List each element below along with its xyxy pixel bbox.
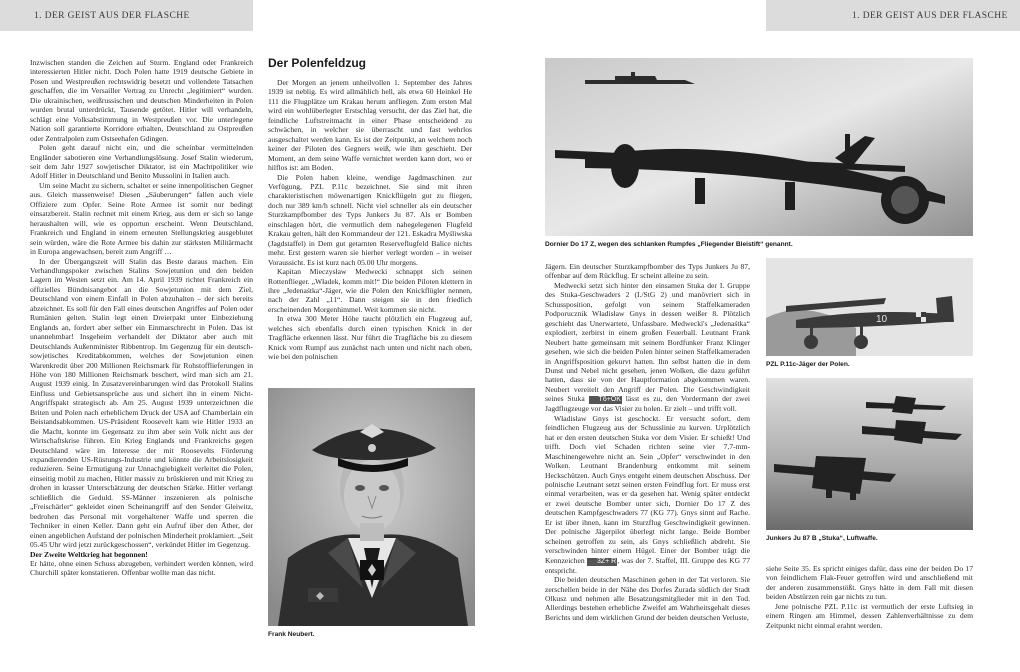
section-heading: Der Polenfeldzug: [268, 56, 367, 70]
stuka-illustration: [766, 378, 973, 530]
right-header-title: 1. DER GEIST AUS DER FLASCHE: [852, 11, 1008, 21]
paragraph: Jene polnische PZL P.11c ist vermutlich der erste Luftsieg in einem Ringen am Himmel, dessen Zahlenverhältnisse zu dem Zeitpunkt nicht einmal erahnt werden.: [766, 601, 973, 630]
paragraph: Kapitan Mieczysław Medwecki schnappt sich seinen Rottenflieger. „Władek, komm mit!“ Die beiden Piloten klettern in ihre „Jedenaśtka“-Jäger, wie die Polen den Knickflügler nennen, nach der Zahl „11“. Dann steigen sie in den friedlich erscheinenden Morgenhimmel. Weit kommen sie nicht.: [268, 267, 472, 314]
dornier-photo: [545, 58, 973, 236]
pzl-caption: PZL P.11c-Jäger der Polen.: [766, 361, 850, 368]
paragraph-bold: Der Zweite Weltkrieg hat begonnen!: [30, 549, 148, 559]
left-page-header: [0, 0, 253, 31]
right-text-column: [766, 564, 973, 630]
paragraph: In der Übergangszeit will Stalin das Beste daraus machen. Ein Verhandlungspoker zwischen Stalins Sowjetunion und den beiden Lagern im Westen setzt ein. Am 14. April 1939 richtet Frankreich ein offizielles Bündnisangebot an die Sowjetunion mit dem Ziel, Deutschland von einem Einfall in Polen abzuhalten – der sich bereits abzeichnet. Es soll für den Fall eines deutschen Angriffes auf Polen oder Rumänien gelten. Stalin legt einen Dreierpakt unter Einbeziehung Englands an, fordert aber selber ein Einmarschrecht in Polen. Das ist unannehmbar! Insgeheim verhandelt der Diktator aber auch mit Deutschlands Außenminister Ribbentrop. Im Gegenzug für ein deutsch-sowjetisches Kreditabkommen, welches der Sowjetunion einen Warenkredit über 200 Millionen Reichsmark für Rohstofflieferungen in Höhe von 180 Millionen Reichsmark beschert, wird man sich am 21. August 1939 einig. In Zusatzvereinbarungen wird das Protokoll Stalins Einfluss und Gebietsansprüche aus und sichert ihn in einem Nicht-Angriffspakt strategisch ab. Am 25. August 1939 unterzeichnen die Briten und Polen nach erheblichem Druck der USA auf Chamberlain ein Beistandsabkommen. US-Präsident Roosevelt kam wie Hitler 1933 an die Macht, konnte im Gegensatz zu ihm aber sein Volk nicht aus der Wirtschaftskrise führen. Ein Krieg Englands und Frankreichs gegen Deutschland wäre im Interesse der mit Roosevelts Förderung expandierenden US-Rüstungs-Industrie und könnte die Arbeitslosigkeit reduzieren. Seine Ermutigung zur Unnachgiebigkeit verleitet die Polen, einseitig mobil zu machen, Hitler massiv zu brüskieren und mit Krieg zu drohen in krasser Unterschätzung der deutschen Stärke. Hitler verlangt schließlich die Geduld. SS-Männer inszenieren als polnische „Freischärler“ gekleidet einen Scheinangriff auf den Sender Gleiwitz, bedrohen das Personal mit vorgehaltener Waffe und sperren die Techniker in einen Keller. Dann geht ein Aufruf über den Äther, der einen angeblichen Aufstand der polnischen Minderheit proklamiert. „Seit 05.45 Uhr wird jetzt zurückgeschossen“, verkündet Hitler im Gegenzug.: [30, 256, 253, 550]
paragraph: Jägern. Ein deutscher Sturzkampfbomber des Typs Junkers Ju 87, offenbar auf dem Rückflug. Er scheint alleine zu sein.: [545, 262, 750, 281]
dornier-illustration: [545, 58, 973, 236]
paragraph: Inzwischen standen die Zeichen auf Sturm. England oder Frankreich interessierten Hitler nicht. Doch Polen hatte 1919 deutsche Gebiete in Posen und Westpreußen rechtswidrig besetzt und vollendete Tatsachen geschaffen, die im Versailler Vertrag zu Unrecht „legitimiert“ wurden. Die ukrainischen, weißrussischen und deutschen Minderheiten in Polen wurden brutal unterdrückt, Tausende getötet. Hitler will verhandeln, schlägt eine Volksabstimmung in Westpreußen vor. Die unterlegene Nation soll garantierte Korridore erhalten, Deutschland zu Ostpreußen oder Zentralpolen zum Ostseehafen Gdingen.: [30, 58, 253, 143]
stuka-photo: [766, 378, 973, 530]
middle-text-column: [268, 78, 472, 362]
portrait-caption: Frank Neubert.: [268, 631, 315, 638]
portrait-illustration: [268, 388, 475, 626]
left-header-title: 1. DER GEIST AUS DER FLASCHE: [34, 11, 190, 21]
aircraft-code-badge: 3Z+ R: [587, 558, 617, 566]
portrait-photo: [268, 388, 475, 626]
third-text-column: [545, 262, 750, 622]
paragraph: siehe Seite 35. Es spricht einiges dafür, dass eine der beiden Do 17 von feindlichem Flak-Feuer getroffen wird und anschließend mit der anderen zusammenstößt. Gnys hätte in dem Fall mit diesen beiden Abstürzen rein gar nichts zu tun.: [766, 564, 973, 602]
pzl-photo: [766, 258, 973, 356]
paragraph: Medwecki setzt sich hinter den einsamen Stuka der I. Gruppe des Stuka-Geschwaders 2 (I./StG 2) und manövriert sich in Schussposition, gefolgt von seinem Staffelkameraden Podporucznik Władisław Gnys in dessen weißer 8. Plötzlich geschieht das Unerwartete, Unfassbare. Medwecki's „Jedenaśtka“ explodiert, zerbirst in einem großen Feuerball. Leutnant Frank Neubert hatte gemeinsam mit seinem Bordfunker Franz Klinger gesehen, wie sich die beiden Polen hinter seinen Staffelkameraden in Angriffsposition gekurvt hatten. Ihn selbst hatten die in dem Dunst und Nebel nicht gesehen, jenen Wolken, die dazu geführt hatten, dass sie von der Hauptformation abgekommen waren. Neubert vereitelt den Angriff der Polen. Die Geschwindigkeit seines Stuka T6+OK lässt es zu, den Vordermann der zwei Jagdflugzeuge vor das Visier zu holen. Er zielt – und trifft voll.: [545, 280, 750, 414]
paragraph: Polen geht darauf nicht ein, und die scheinbar vermittelnden Engländer sabotieren eine Verhandlungslösung. Josef Stalin wiederum, seit dem Jahr 1927 sowjetischer Diktator, ist ein Machtpolitiker wie Adolf Hitler in Deutschland und Benito Mussolini in Italien auch.: [30, 143, 253, 181]
paragraph: Er hätte, ohne einen Schuss abzugeben, verhindert werden können, wird Churchill später konstatieren. Offenbar wollte man das nicht.: [30, 559, 253, 578]
paragraph: Władisław Gnys ist geschockt. Er versucht sofort, dem feindlichen Flugzeug aus der Schusslinie zu kurven. Urplötzlich hat er den ersten deutschen Stuka vor dem Visier. Er schießt! Und trifft. Doch viel Schaden richten seine vier 7,7-mm-Maschinengewehre nicht an. Sein „Opfer“ verschwindet in den Wolken. Leutnant Brandenburg entkommt mit seinem Heckschützen. Auch Gnys entgeht einem deutschen Abschuss. Der polnische Leutnant setzt seinen ersten Feindflug fort. Er muss erst einmal verarbeiten, was er da gesehen hat. Wenig später entdeckt er zwei deutsche Bomber unter sich, Dornier Do 17 Z des deutschen Kampfgeschwaders 77 (KG 77). Gnys sinnt auf Rache. Er ist über ihnen, kann im Sturzflug Geschwindigkeit gewinnen. Der polnische Jägerpilot überlegt nicht lange. Beide Bomber scheinen getroffen zu sein, als Gnys schließlich abdreht. Sie verschwinden hinter einem Hügel. Einer der Bomber trägt die Kennzeichen 3Z+ R, was der 7. Staffel, III. Gruppe des KG 77 entspricht.: [545, 413, 750, 575]
paragraph: Die beiden deutschen Maschinen gehen in der Tat verloren. Sie zerschellen beide in der Nähe des Dorfes Żurada südlich der Stadt Olkusz und nehmen alle Besatzungsmitglieder mit in den Tod. Allerdings bestehen erhebliche Zweifel am Wahrheitsgehalt dieses Berichts und dem wirklichen Grund der beiden deutschen Verluste,: [545, 575, 750, 622]
paragraph: Die Polen haben kleine, wendige Jagdmaschinen zur Verfügung, PZL P.11c bezeichnet. Sie sind mit ihren charakteristischen möwenartigen Knickflügeln gut zu fliegen, doch nur 389 km/h schnell. Nicht viel schneller als ein deutscher Sturzkampfbomber des Typs Junkers Ju 87. Als er Bomben einschlagen hört, die vermutlich dem nahegelegenen Flugfeld Krakau gelten, hält den Kommandeur der 121. Eskadra Myśliwska (Jagdstaffel) in Dem gut getarnten Reserveflugfeld Balice nichts mehr. Erst gestern waren sie hierher verlegt worden – in weiser Voraussicht. Es ist kurz nach 05.00 Uhr morgens.: [268, 172, 472, 267]
stuka-caption: Junkers Ju 87 B „Stuka“, Luftwaffe.: [766, 535, 878, 542]
paragraph: Der Morgen an jenem unheilvollen 1. September des Jahres 1939 ist neblig. Es wird allmählich hell, als etwa 60 Heinkel He 111 die Flugplätze um Krakau herum anfliegen. Zum ersten Mal wird ein wohlüberlegter Erstschlag versucht, der das Ziel hat, die feindliche Luftstreitmacht in einer Phase entscheidend zu schwächen, in welcher sie überrascht und fast wehrlos ausgeschaltet werden kann. Es ist der Zeitpunkt, an welchem noch keiner der Piloten des Gegners weiß, wie ihm geschieht. Der Moment, an dem seine Waffe vernichtet werden kann dort, wo er hilflos ist: am Boden.: [268, 78, 472, 173]
paragraph: In etwa 300 Meter Höhe taucht plötzlich ein Flugzeug auf, welches sich ebenfalls durch einen typischen Knick in der Tragfläche erkennen lässt. Nur führt die Tragfläche bis zu diesem Knick vom Rumpf aus zunächst nach unten und nicht nach oben, wie bei den polnischen: [268, 314, 472, 362]
dornier-caption: Dornier Do 17 Z, wegen des schlanken Rumpfes „Fliegender Bleistift“ genannt.: [545, 241, 793, 248]
left-text-column: [30, 58, 253, 578]
paragraph: Um seine Macht zu sichern, schaltet er seine innenpolitischen Gegner aus. Gleich massenweise! Diesen „Säuberungen“ fallen auch viele Offiziere zum Opfer. Seine Rote Armee ist somit nur bedingt einsatzbereit. Stalin rechnet mit einem Krieg, aus dem er sich so lange heraushalten will, wie es opportun erscheint. Wenn Deutschland, Frankreich und England in einem erneuten Stellungskrieg ausgeblutet sein würden, wäre die Rote Armee bis dahin zur stärksten Militärmacht in Europa angewachsen, bereit zum Angriff …: [30, 180, 253, 257]
aircraft-code-badge: T6+OK: [589, 396, 622, 404]
right-page-header: [766, 0, 1020, 31]
pzl-illustration: [766, 258, 973, 356]
pzl-aircraft-number: 10: [876, 314, 888, 325]
